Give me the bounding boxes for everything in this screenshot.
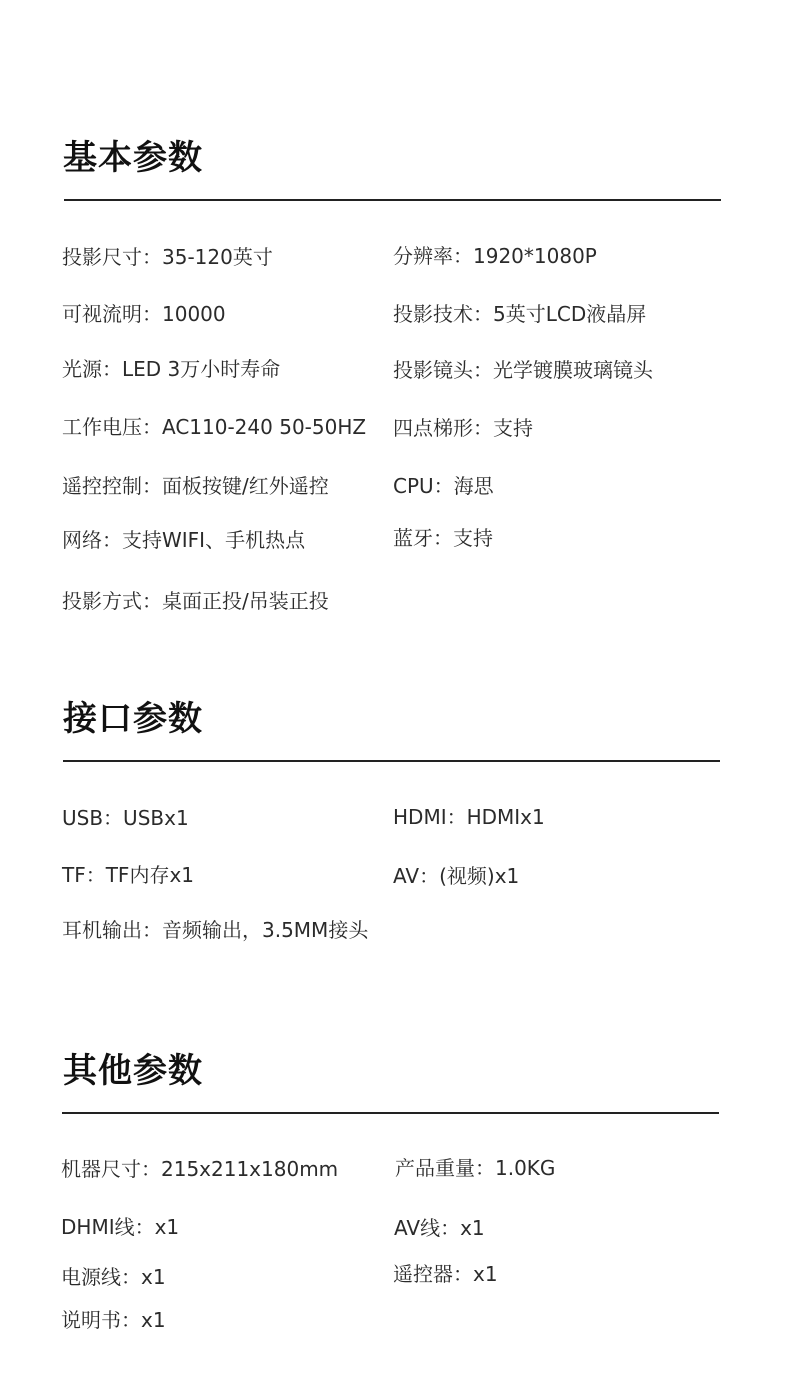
spec-resolution: 分辨率：1920*1080P bbox=[393, 244, 597, 268]
basic-params-divider bbox=[64, 199, 721, 201]
spec-lumens: 可视流明：10000 bbox=[62, 302, 226, 326]
spec-machine-size: 机器尺寸：215x211x180mm bbox=[61, 1157, 339, 1181]
spec-projection-tech: 投影技术：5英寸LCD液晶屏 bbox=[393, 302, 647, 326]
spec-av-cable: AV线：x1 bbox=[394, 1216, 485, 1240]
spec-headphone: 耳机输出：音频输出，3.5MM接头 bbox=[62, 918, 369, 942]
other-params-divider bbox=[62, 1112, 719, 1114]
spec-remote-control: 遥控控制：面板按键/红外遥控 bbox=[62, 474, 329, 498]
interface-params-divider bbox=[63, 760, 720, 762]
spec-tf: TF：TF内存x1 bbox=[62, 863, 195, 887]
basic-params-title: 基本参数 bbox=[63, 138, 203, 178]
spec-manual: 说明书：x1 bbox=[61, 1308, 166, 1332]
spec-projection-size: 投影尺寸：35-120英寸 bbox=[62, 245, 273, 269]
spec-hdmi-cable: DHMI线：x1 bbox=[61, 1215, 180, 1239]
spec-light-source: 光源：LED 3万小时寿命 bbox=[62, 357, 281, 381]
spec-projection-mode: 投影方式：桌面正投/吊装正投 bbox=[62, 589, 329, 613]
spec-bluetooth: 蓝牙：支持 bbox=[393, 526, 493, 550]
spec-power-cable: 电源线：x1 bbox=[61, 1265, 166, 1289]
spec-network: 网络：支持WIFI、手机热点 bbox=[62, 528, 306, 552]
spec-remote: 遥控器：x1 bbox=[393, 1262, 498, 1286]
spec-weight: 产品重量：1.0KG bbox=[395, 1156, 556, 1180]
interface-params-title: 接口参数 bbox=[63, 699, 203, 739]
spec-hdmi: HDMI：HDMIx1 bbox=[393, 805, 545, 829]
spec-cpu: CPU：海思 bbox=[393, 474, 494, 498]
spec-av: AV：(视频)x1 bbox=[393, 864, 520, 888]
spec-keystone: 四点梯形：支持 bbox=[393, 416, 533, 440]
spec-lens: 投影镜头：光学镀膜玻璃镜头 bbox=[393, 358, 653, 382]
spec-voltage: 工作电压：AC110-240 50-50HZ bbox=[62, 415, 367, 439]
other-params-title: 其他参数 bbox=[63, 1051, 203, 1091]
spec-usb: USB：USBx1 bbox=[62, 806, 189, 830]
